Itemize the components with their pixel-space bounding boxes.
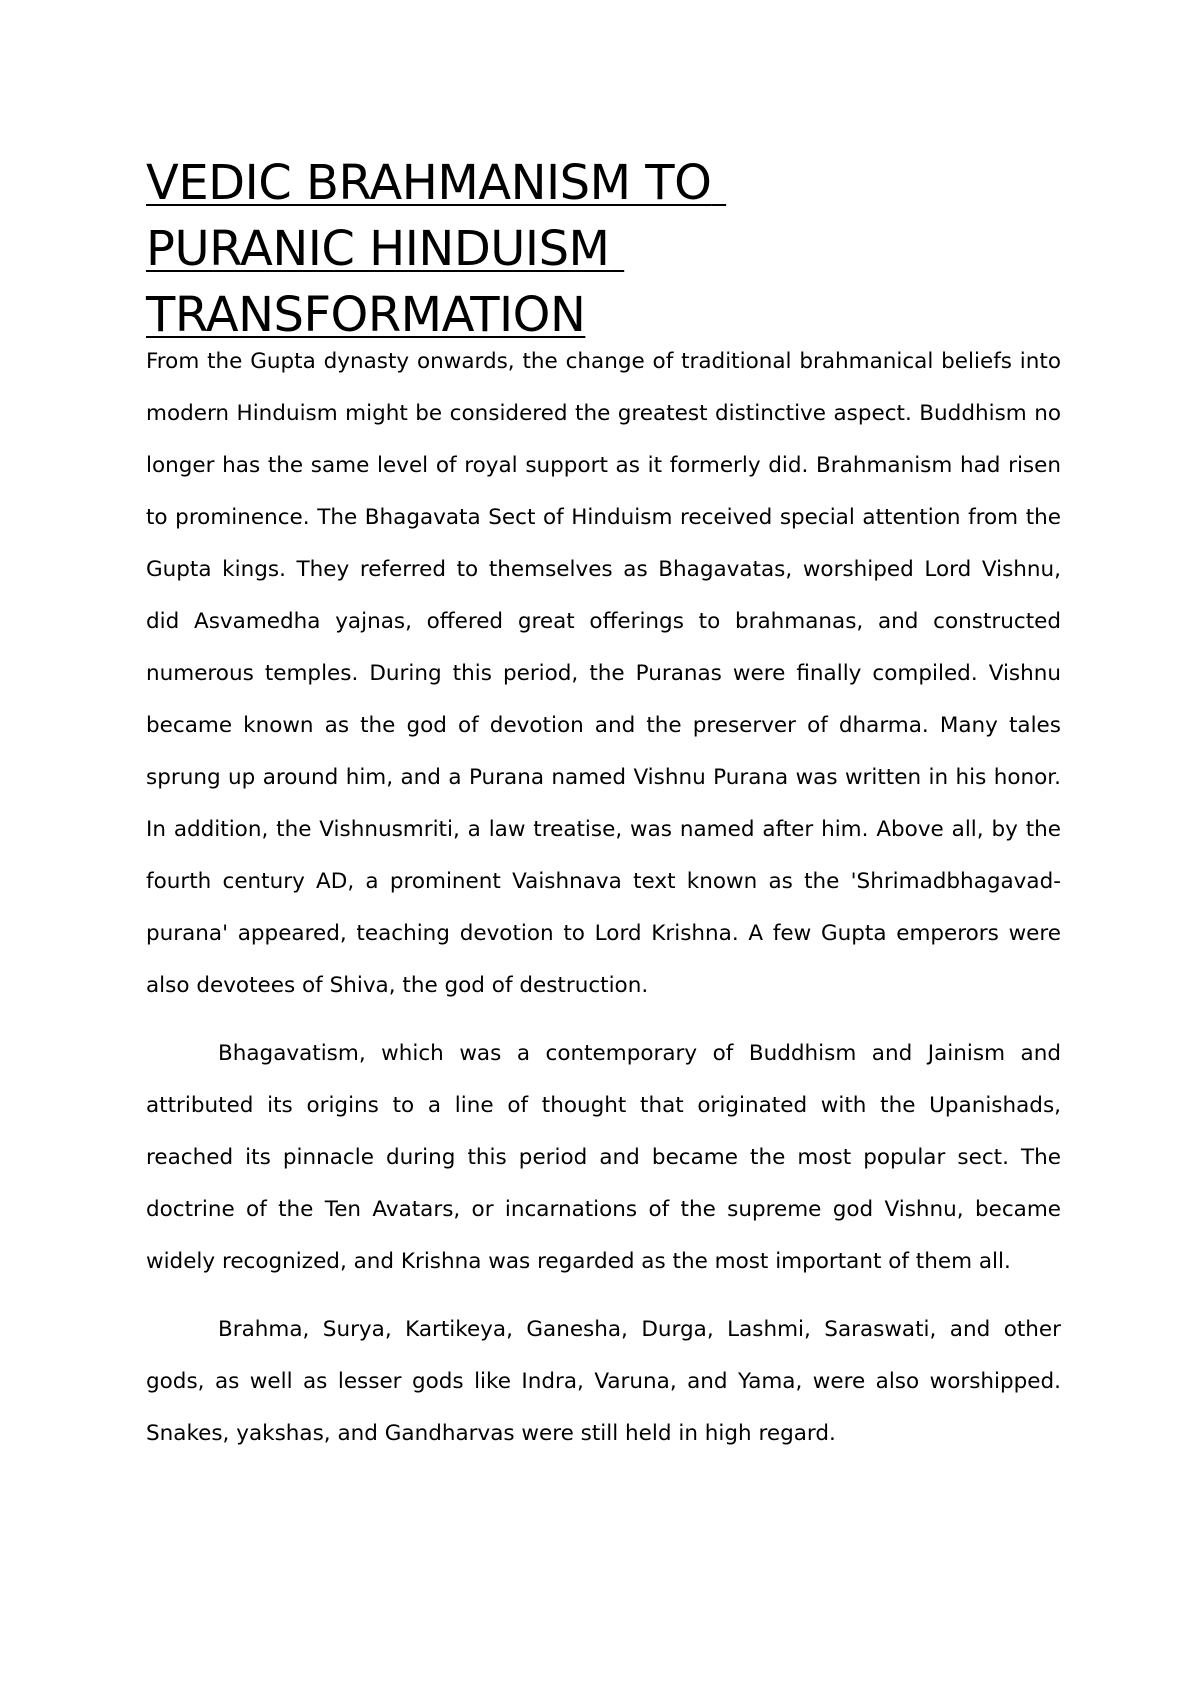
paragraph-gupta-transformation: From the Gupta dynasty onwards, the change of traditional brahmanical beliefs into modern Hinduism might be considered the greatest distinctive aspect. Buddhism no longer has the same level of royal support as it formerly did. Brahmanism had risen to prominence. The Bhagavata Sect of Hinduism received special attention from the Gupta kings. They referred to themselves as Bhagavatas, worshiped Lord Vishnu, did Asvamedha yajnas, offered great offerings to brahmanas, and constructed numerous temples. During this period, the Puranas were finally compiled. Vishnu became known as the god of devotion and the preserver of dharma. Many tales sprung up around him, and a Purana named Vishnu Purana was written in his honor. In addition, the Vishnusmriti, a law treatise, was named after him. Above all, by the fourth century AD, a prominent Vaishnava text known as the 'Shrimadbhagavad-purana' appeared, teaching devotion to Lord Krishna. A few Gupta emperors were also devotees of Shiva, the god of destruction. [146,349,1061,998]
document-title: VEDIC BRAHMANISM TO PURANIC HINDUISM TRANSFORMATION [146,155,727,343]
document-body [146,336,1061,1460]
paragraph-other-gods: Brahma, Surya, Kartikeya, Ganesha, Durga, Lashmi, Saraswati, and other gods, as well as lesser gods like Indra, Varuna, and Yama, were also worshipped. Snakes, yakshas, and Gandharvas were still held in high regard. [146,1317,1061,1446]
paragraph-bhagavatism: Bhagavatism, which was a contemporary of Buddhism and Jainism and attributed its origins to a line of thought that originated with the Upanishads, reached its pinnacle during this period and became the most popular sect. The doctrine of the Ten Avatars, or incarnations of the supreme god Vishnu, became widely recognized, and Krishna was regarded as the most important of them all. [146,1041,1061,1274]
